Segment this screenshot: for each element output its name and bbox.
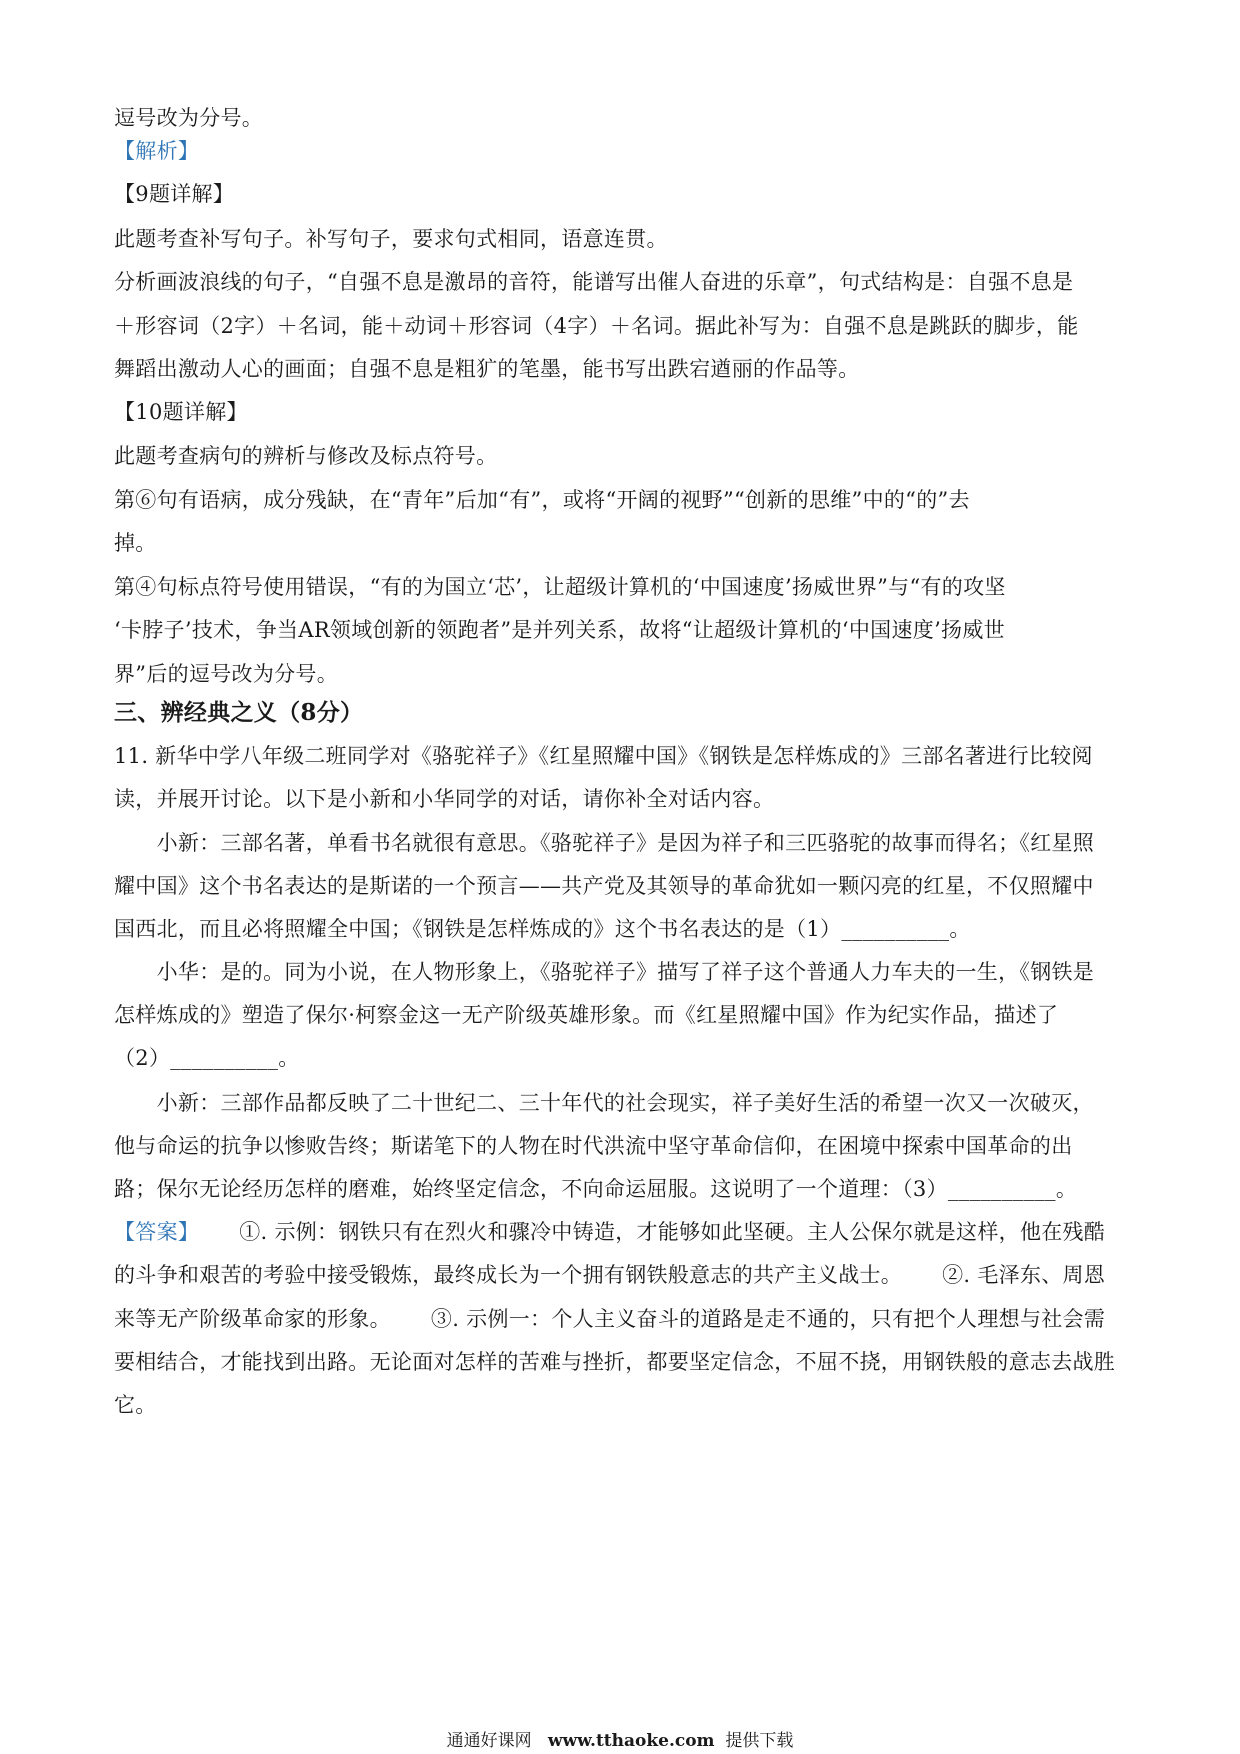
q10-detail-heading: 【10题详解】 — [114, 400, 248, 424]
page-footer — [0, 1731, 1240, 1751]
footer-site: 通通好课网 — [446, 1731, 532, 1751]
text-line: 逗号改为分号。 — [114, 106, 264, 130]
text-line: 界”后的逗号改为分号。 — [114, 662, 339, 686]
dialogue-line: 小新：三部名著，单看书名就很有意思。《骆驼祥子》是因为祥子和三匹骆驼的故事而得名；《红星照 — [114, 831, 1095, 855]
text-line: （2）__________。 — [114, 1046, 300, 1070]
section-heading: 三、辨经典之义（8分） — [114, 699, 364, 726]
text-line: 耀中国》这个书名表达的是斯诺的一个预言——共产党及其领导的革命犹如一颗闪亮的红星，不仅照耀中 — [114, 874, 1094, 898]
footer-url[interactable]: www.tthaoke.com — [547, 1731, 715, 1751]
text-line: 它。 — [114, 1393, 157, 1417]
footer-suffix: 提供下载 — [725, 1731, 794, 1751]
text-line: 分析画波浪线的句子，“自强不息是激昂的音符，能谱写出催人奋进的乐章”，句式结构是：自强不息是 — [114, 270, 1074, 294]
answer-line: 来等无产阶级革命家的形象。 ③. 示例一：个人主义奋斗的道路是走不通的，只有把个人理想与社会需 — [114, 1307, 1106, 1331]
answer-label: 【答案】 — [114, 1220, 200, 1244]
text-line: 读，并展开讨论。以下是小新和小华同学的对话，请你补全对话内容。 — [114, 787, 775, 811]
text-line: 路；保尔无论经历怎样的磨难，始终坚定信念，不向命运屈服。这说明了一个道理：（3）__________。 — [114, 1177, 1078, 1201]
q9-detail-heading: 【9题详解】 — [114, 182, 235, 206]
text-line: 掉。 — [114, 531, 157, 555]
dialogue-line: 小新：三部作品都反映了二十世纪二、三十年代的社会现实，祥子美好生活的希望一次又一次破灭， — [114, 1091, 1094, 1115]
text-line: 要相结合，才能找到出路。无论面对怎样的苦难与挫折，都要坚定信念，不屈不挠，用钢铁般的意志去战胜 — [114, 1350, 1116, 1374]
text-line: 第⑥句有语病，成分残缺，在“青年”后加“有”，或将“开阔的视野”“创新的思维”中的“的”去 — [114, 488, 970, 512]
answer-line: 【答案】 ①. 示例：钢铁只有在烈火和骤冷中铸造，才能够如此坚硬。主人公保尔就是这样，他在残酷 — [114, 1220, 1106, 1244]
text-line: 怎样炼成的》塑造了保尔·柯察金这一无产阶级英雄形象。而《红星照耀中国》作为纪实作品，描述了 — [114, 1003, 1059, 1027]
answer-line: 的斗争和艰苦的考验中接受锻炼，最终成长为一个拥有钢铁般意志的共产主义战士。 ②. 毛泽东、周恩 — [114, 1263, 1106, 1287]
analysis-heading: 【解析】 — [114, 139, 200, 163]
text-line: 此题考查病句的辨析与修改及标点符号。 — [114, 444, 498, 468]
question-11: 11. 新华中学八年级二班同学对《骆驼祥子》《红星照耀中国》《钢铁是怎样炼成的》三部名著进行比较阅 — [114, 744, 1093, 768]
text-line: 他与命运的抗争以惨败告终；斯诺笔下的人物在时代洪流中坚守革命信仰，在困境中探索中国革命的出 — [114, 1134, 1073, 1158]
dialogue-line: 小华：是的。同为小说，在人物形象上，《骆驼祥子》描写了祥子这个普通人力车夫的一生，《钢铁是 — [114, 960, 1095, 984]
text-line: 国西北，而且必将照耀全中国；《钢铁是怎样炼成的》这个书名表达的是（1）__________。 — [114, 917, 971, 941]
text-line: 舞蹈出激动人心的画面；自强不息是粗犷的笔墨，能书写出跌宕遒丽的作品等。 — [114, 357, 860, 381]
text-line: ‘卡脖子’技术，争当AR领域创新的领跑者”是并列关系，故将“让超级计算机的‘中国速度’扬威世 — [114, 618, 1005, 642]
text-line: 第④句标点符号使用错误，“有的为国立‘芯’，让超级计算机的‘中国速度’扬威世界”与“有的攻坚 — [114, 575, 1006, 599]
text-line: ＋形容词（2字）＋名词，能＋动词＋形容词（4字）＋名词。据此补写为：自强不息是跳跃的脚步，能 — [114, 314, 1079, 338]
text-line: 此题考查补写句子。补写句子，要求句式相同，语意连贯。 — [114, 227, 668, 251]
